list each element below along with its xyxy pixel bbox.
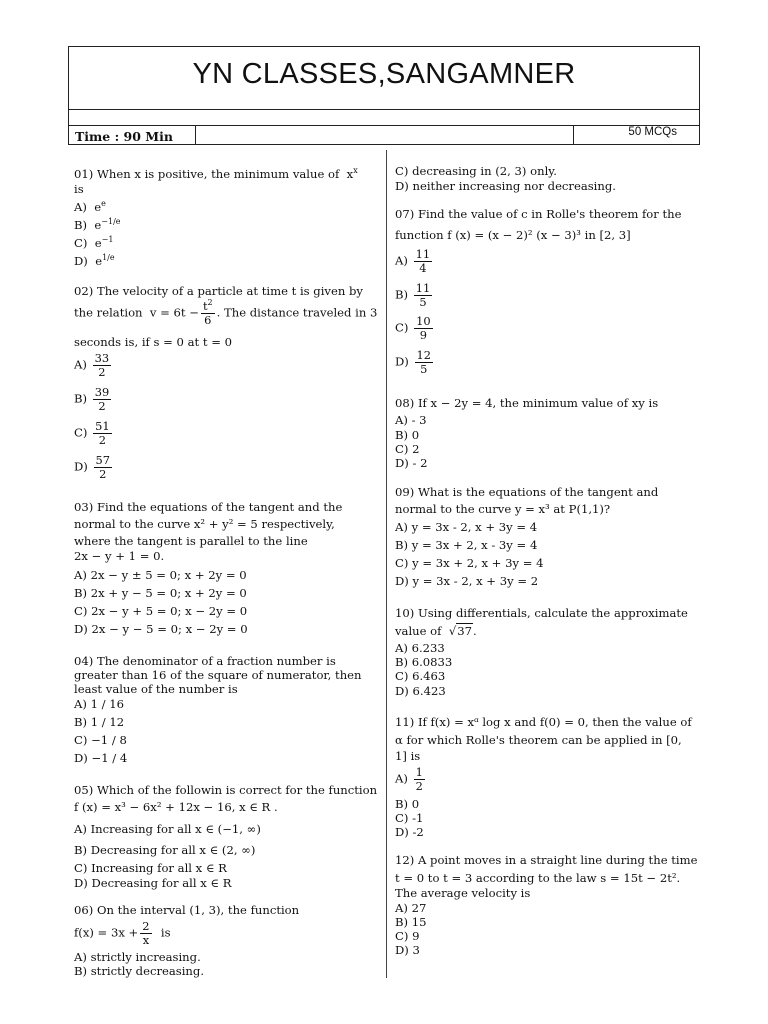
q10-option-b: B) 6.0833 [395,655,453,669]
q3-option-c: C) 2x − y + 5 = 0; x − 2y = 0 [74,604,248,618]
header-divider [69,109,699,110]
q10-line1: 10) Using differentials, calculate the approximate [395,606,688,620]
q5-option-b: B) Decreasing for all x ∈ (2, ∞) [74,843,256,857]
q9-option-d: D) y = 3x - 2, x + 3y = 2 [395,574,539,588]
q8-option-a: A) - 3 [395,413,427,427]
q10-option-d: D) 6.423 [395,684,446,698]
q4-option-b: B) 1 / 12 [74,715,125,729]
q4-line1: 04) The denominator of a fraction number is [74,654,336,668]
q1-stem: 01) When x is positive, the minimum value of $x^x$ [74,166,358,181]
q3-line4: 2x − y + 1 = 0. [74,549,165,563]
q1-option-a: A) $e^e$ [74,199,106,214]
header-box [68,46,700,145]
q6-option-d: D) neither increasing nor decreasing. [395,179,616,193]
q9-option-c: C) y = 3x + 2, x + 3y = 4 [395,556,544,570]
q7-option-d: D) $\frac{12}{5}$ [395,348,432,376]
q3-option-d: D) 2x − y − 5 = 0; x − 2y = 0 [74,622,248,636]
q3-line1: 03) Find the equations of the tangent and the [74,500,343,514]
header-divider [69,125,699,126]
q4-option-c: C) −1 / 8 [74,733,127,747]
q8-option-c: C) 2 [395,442,420,456]
q9-option-a: A) y = 3x - 2, x + 3y = 4 [395,520,538,534]
q9-line1: 09) What is the equations of the tangent and [395,485,659,499]
q4-option-d: D) −1 / 4 [74,751,128,765]
q9-line2: normal to the curve y = x³ at P(1,1)? [395,502,611,516]
q6-line1: 06) On the interval (1, 3), the function [74,903,300,917]
header-cell-divider [195,126,196,145]
q1-option-c: C) $e^{-1}$ [74,235,114,250]
q12-option-c: C) 9 [395,929,420,943]
q7-line1: 07) Find the value of c in Rolle's theorem for the [395,207,682,221]
q2-line1: 02) The velocity of a particle at time t is given by [74,284,363,298]
time-label: Time : 90 Min [75,129,173,144]
page-title: YN CLASSES,SANGAMNER [192,58,576,90]
q7-line2: function f (x) = (x − 2)² (x − 3)³ in [2, 3] [395,228,631,242]
q11-option-a: A) $\frac{1}{2}$ [395,765,423,793]
q3-option-a: A) 2x − y ± 5 = 0; x + 2y = 0 [74,568,247,582]
q6-option-b: B) strictly decreasing. [74,964,205,978]
q2-option-d: D) $\frac{57}{2}$ [74,453,111,481]
q11-line3: 1] is [395,749,421,763]
q5-option-d: D) Decreasing for all x ∈ R [74,876,232,890]
q12-option-a: A) 27 [395,901,427,915]
q6-line2: f(x) = 3x + $\frac{2}{x}$ is [74,919,171,947]
q9-option-b: B) y = 3x + 2, x - 3y = 4 [395,538,538,552]
q5-line1: 05) Which of the followin is correct for the function [74,783,378,797]
q2-option-c: C) $\frac{51}{2}$ [74,419,110,447]
q12-line3: The average velocity is [395,886,531,900]
q10-line2: value of √37. [395,624,477,638]
q10-option-a: A) 6.233 [395,641,445,655]
q2-line3: seconds is, if s = 0 at t = 0 [74,335,232,349]
q5-option-c: C) Increasing for all x ∈ R [74,861,227,875]
q6-option-c: C) decreasing in (2, 3) only. [395,164,557,178]
q7-option-c: C) $\frac{10}{9}$ [395,314,431,342]
q4-option-a: A) 1 / 16 [74,697,124,711]
q5-option-a: A) Increasing for all x ∈ (−1, ∞) [74,822,261,836]
q11-line2: α for which Rolle's theorem can be applied in [0, [395,733,682,747]
q3-line3: where the tangent is parallel to the line [74,534,308,548]
q6-option-a: A) strictly increasing. [74,950,201,964]
q12-line2: t = 0 to t = 3 according to the law s = 15t − 2t². [395,871,681,885]
q1-stem-tail: is [74,182,84,196]
q8-option-d: D) - 2 [395,456,428,470]
q8-option-b: B) 0 [395,428,420,442]
q8-line1: 08) If x − 2y = 4, the minimum value of xy is [395,396,659,410]
q11-option-c: C) -1 [395,811,424,825]
q2-line2: the relation v = 6t − $\frac{t^2}{6}$ . The distance traveled in 3 [74,298,378,327]
q7-option-a: A) $\frac{11}{4}$ [395,247,431,275]
q3-option-b: B) 2x + y − 5 = 0; x + 2y = 0 [74,586,247,600]
q2-option-b: B) $\frac{39}{2}$ [74,385,110,413]
q12-option-b: B) 15 [395,915,427,929]
q11-option-b: B) 0 [395,797,420,811]
q4-line2: greater than 16 of the square of numerator, then [74,668,362,682]
column-divider [386,150,387,978]
header-cell-divider [573,126,574,145]
q12-option-d: D) 3 [395,943,420,957]
question-count: 50 MCQs [628,126,677,138]
q11-option-d: D) -2 [395,825,424,839]
q10-option-c: C) 6.463 [395,669,446,683]
q4-line3: least value of the number is [74,682,238,696]
q11-line1: 11) If f(x) = xᵅ log x and f(0) = 0, then the value of [395,715,692,729]
q1-option-b: B) $e^{-1/e}$ [74,217,121,232]
q3-line2: normal to the curve x² + y² = 5 respectively, [74,517,335,531]
q5-line2: f (x) = x³ − 6x² + 12x − 16, x ∈ R . [74,800,278,814]
q1-option-d: D) $e^{1/e}$ [74,253,115,268]
q7-option-b: B) $\frac{11}{5}$ [395,281,431,309]
q2-option-a: A) $\frac{33}{2}$ [74,351,110,379]
q12-line1: 12) A point moves in a straight line during the time [395,853,698,867]
